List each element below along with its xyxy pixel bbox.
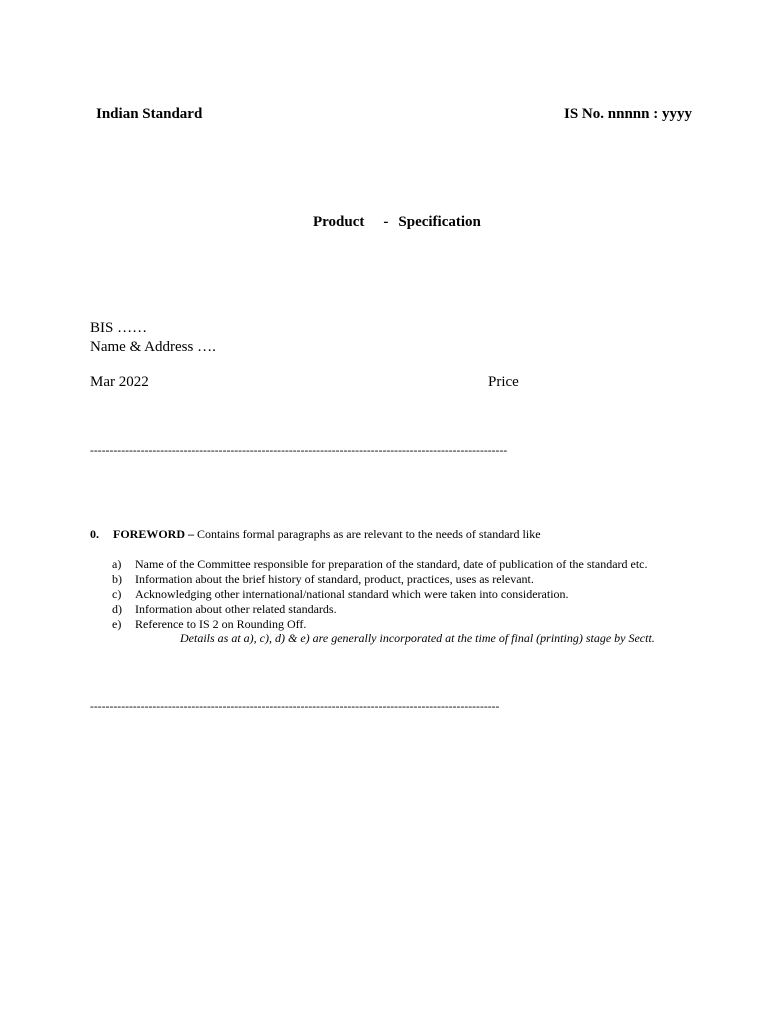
list-item — [112, 617, 648, 632]
list-marker: a) — [112, 557, 122, 571]
name-address-line: Name & Address …. — [90, 339, 216, 355]
foreword-list — [112, 557, 648, 632]
foreword-heading — [90, 527, 541, 542]
list-item — [112, 557, 648, 572]
title-separator: - — [383, 214, 389, 230]
list-item-text: Information about the brief history of standard, product, practices, uses as relevant. — [135, 572, 534, 586]
bis-line: BIS …… — [90, 320, 148, 336]
list-item — [112, 572, 648, 587]
list-item-text: Acknowledging other international/national standard which were taken into consideration. — [135, 587, 569, 601]
date-line: Mar 2022 — [90, 374, 149, 390]
list-marker: d) — [112, 602, 122, 616]
foreword-note: Details as at a), c), d) & e) are generally incorporated at the time of final (printing) stage by Sectt. — [180, 631, 655, 645]
list-marker: b) — [112, 572, 122, 586]
divider-top: ----------------------------------------------------------------------------------------------------------- — [90, 445, 508, 457]
list-item — [112, 602, 648, 617]
foreword-title: FOREWORD – — [113, 527, 194, 541]
title-specification: Specification — [398, 214, 481, 230]
list-marker: e) — [112, 617, 122, 631]
list-item-text: Reference to IS 2 on Rounding Off. — [135, 617, 307, 631]
price-label: Price — [488, 374, 519, 390]
list-item-text: Information about other related standards. — [135, 602, 337, 616]
title-product: Product — [313, 214, 365, 230]
foreword-number: 0. — [90, 527, 99, 541]
document-title — [313, 214, 481, 231]
foreword-text: Contains formal paragraphs as are relevant to the needs of standard like — [194, 527, 541, 541]
divider-bottom: --------------------------------------------------------------------------------------------------------- — [90, 701, 500, 713]
list-item-text: Name of the Committee responsible for preparation of the standard, date of publication of the standard etc. — [135, 557, 648, 571]
list-item — [112, 587, 648, 602]
header-is-number: IS No. nnnnn : yyyy — [564, 106, 692, 122]
list-marker: c) — [112, 587, 122, 601]
header-indian-standard: Indian Standard — [96, 106, 203, 122]
